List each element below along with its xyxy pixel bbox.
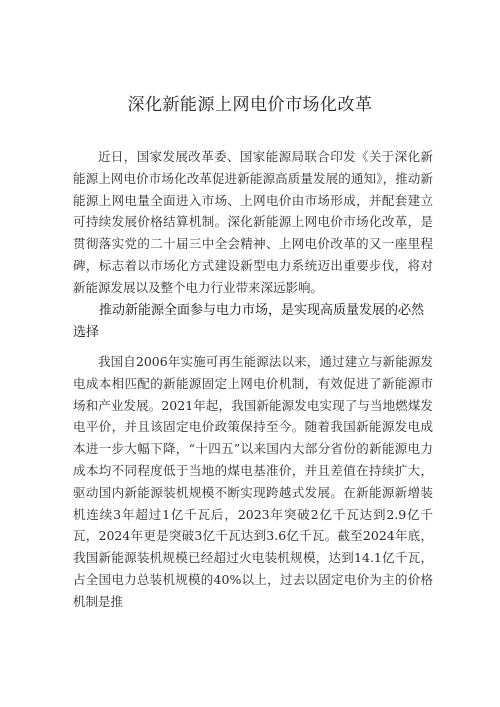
body-paragraph: 我国自2006年实施可再生能源法以来，通过建立与新能源发电成本相匹配的新能源固定上网电价机制，有效促进了新能源市场和产业发展。2021年起，我国新能源发电实现了与当地燃煤发电平价，并且该固定电价政策保持至今。随着我国新能源发电成本进一步大幅下降，“十四五”以来国内大部分省份的新能源电力成本均不同程度低于当地的煤电基准价，并且差值在持续扩大，驱动国内新能源装机规模不断实现跨越式发展。在新能源新增装机连续3年超过1亿千瓦后，2023年突破2亿千瓦达到2.9亿千瓦，2024年更是突破3亿千瓦达到3.6亿千瓦。截至2024年底，我国新能源装机规模已经超过火电装机规模，达到14.1亿千瓦，占全国电力总装机规模的40%以上，过去以固定电价为主的价格机制是推	[73, 354, 433, 609]
intro-paragraph: 近日，国家发展改革委、国家能源局联合印发《关于深化新能源上网电价市场化改革促进新能源高质量发展的通知》，推动新能源上网电量全面进入市场、上网电价由市场形成，并配套建立可持续发展价格结算机制。深化新能源上网电价市场化改革，是贯彻落实党的二十届三中全会精神、上网电价改革的又一座里程碑，标志着以市场化方式建设新型电力系统迈出重要步伐，将对新能源发展以及整个电力行业带来深远影响。	[73, 149, 433, 295]
section-heading: 推动新能源全面参与电力市场，是实现高质量发展的必然选择	[73, 303, 425, 340]
document-title: 深化新能源上网电价市场化改革	[127, 95, 373, 115]
